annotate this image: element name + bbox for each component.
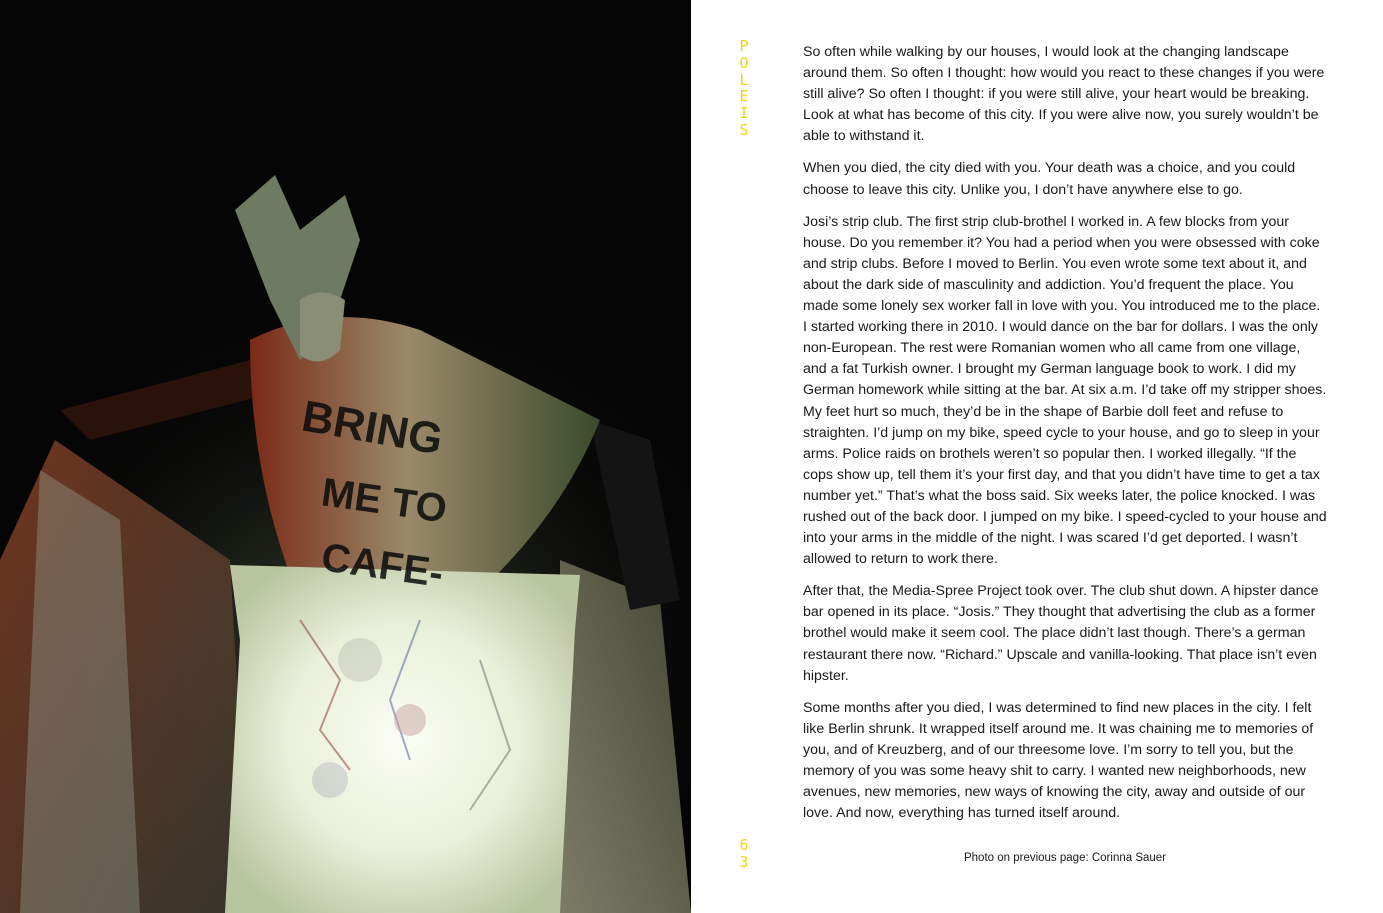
section-title-vertical — [737, 38, 751, 139]
section-title-letter: O — [739, 53, 749, 72]
body-text-line-1: BRING — [298, 391, 447, 465]
text-page — [691, 0, 1383, 913]
body-text-line-3: CAFE- — [318, 535, 446, 596]
section-title-letter: E — [739, 87, 749, 106]
photo-credit-caption: Photo on previous page: Corinna Sauer — [963, 852, 1167, 864]
body-text-line-2: ME TO — [318, 470, 450, 532]
page-number-digit: 6 — [739, 836, 749, 854]
paragraph: Josi’s strip club. The first strip club-brothel I worked in. A few blocks from your house. Do you remember it? You had a period when you were obsessed with coke and strip clubs. Before I moved to Berlin. You even wrote some text about it, and about the dark side of masculinity and addiction. You’d frequent the place. You made some lonely sex worker fall in love with you. You introduced me to the place. I started working there in 2010. I would dance on the bar for dollars. I was the only non-European. The rest were Romanian women who all came from one village, and a fat Turkish owner. I brought my German language book to work. I did my German homework while sitting at the bar. At six a.m. I’d take off my stripper shoes. My feet hurt so much, they’d be in the shape of Barbie doll feet and refuse to straighten. I’d jump on my bike, speed cycle to your house, and go to sleep in your arms. Police raids on brothels weren’t so popular then. I worked illegally. “If the cops show up, tell them it’s your first day, and that you didn’t have time to get a tax number yet.” That’s what the boss said. Six weeks later, the police knocked. I was rushed out of the back door. I jumped on my bike. I speed-cycled to your house and into your arms in the middle of the night. I was scared I’d get deported. I wasn’t allowed to return to work there. — [803, 213, 1327, 568]
page-number-digit: 3 — [739, 852, 749, 871]
paragraph: Some months after you died, I was determined to find new places in the city. I felt like Berlin shrunk. It wrapped itself around me. It was chaining me to memories of you, and of Kreuzberg, and of our threesome love. I’m sorry to tell you, but the memory of you was some heavy shit to carry. I wanted new neighborhoods, new avenues, new memories, new ways of knowing the city, away and outside of our love. And now, everything has turned itself around. — [803, 699, 1314, 822]
section-title-letter: P — [739, 37, 749, 55]
section-title-letter: I — [739, 104, 749, 123]
photograph — [0, 0, 691, 913]
section-title-letter: L — [739, 70, 749, 89]
paragraph: After that, the Media-Spree Project took over. The club shut down. A hipster dance bar opened in its place. “Josis.” They thought that advertising the club as a former brothel would make it seem cool. The place didn’t last though. There’s a german restaurant there now. “Richard.” Upscale and vanilla-looking. That place isn’t even hipster. — [803, 583, 1319, 684]
photograph-performer-with-illuminated-maps-icon — [0, 0, 691, 913]
paragraph: So often while walking by our houses, I would look at the changing landscape around them. So often I thought: how would you react to these changes if you were still alive? So often I thought: if you were still alive, your heart would be breaking. Look at what has become of this city. If you were alive now, you surely wouldn’t be able to withstand it. — [803, 44, 1325, 145]
section-title-letter: S — [739, 120, 749, 139]
page-number — [737, 837, 751, 871]
paragraph: When you died, the city died with you. Your death was a choice, and you could choose to leave this city. Unlike you, I don’t have anywhere else to go. — [803, 160, 1296, 198]
body-text — [803, 42, 1327, 835]
